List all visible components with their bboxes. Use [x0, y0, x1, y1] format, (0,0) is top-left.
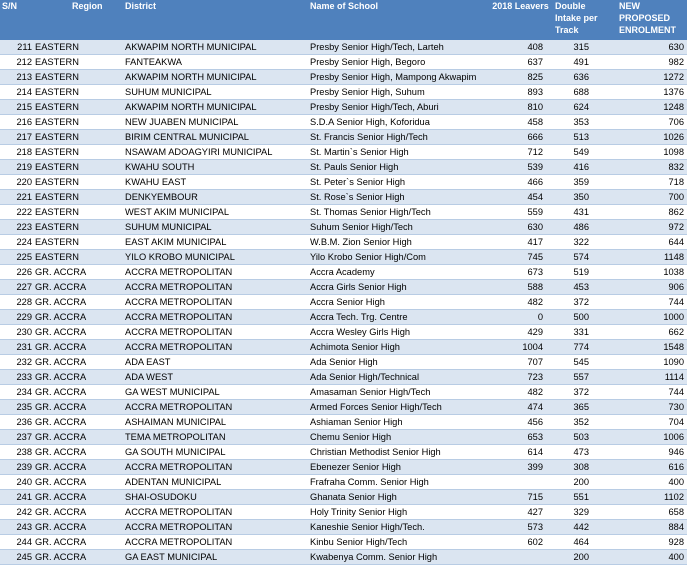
header-region: Region: [72, 1, 103, 11]
table-row: [0, 490, 687, 505]
cell-sn: 235: [0, 400, 35, 415]
cell-sn: 212: [0, 55, 35, 70]
table-row: [0, 130, 687, 145]
cell-double-intake: 624: [549, 100, 611, 115]
cell-district: ADENTAN MUNICIPAL: [117, 475, 310, 490]
cell-new-enrolment: 1006: [611, 430, 687, 445]
cell-region: EASTERN: [35, 40, 117, 55]
cell-school: Suhum Senior High/Tech: [310, 220, 492, 235]
cell-district: ASHAIMAN MUNICIPAL: [117, 415, 310, 430]
cell-double-intake: 416: [549, 160, 611, 175]
cell-sn: 224: [0, 235, 35, 250]
cell-sn: 220: [0, 175, 35, 190]
cell-leavers: 715: [492, 490, 549, 505]
cell-region: GR. ACCRA: [35, 280, 117, 295]
cell-district: ACCRA METROPOLITAN: [117, 310, 310, 325]
cell-double-intake: 513: [549, 130, 611, 145]
cell-region: GR. ACCRA: [35, 535, 117, 550]
cell-sn: 211: [0, 40, 35, 55]
cell-district: AKWAPIM NORTH MUNICIPAL: [117, 100, 310, 115]
cell-district: EAST AKIM MUNICIPAL: [117, 235, 310, 250]
cell-region: EASTERN: [35, 205, 117, 220]
cell-sn: 232: [0, 355, 35, 370]
cell-new-enrolment: 1038: [611, 265, 687, 280]
cell-leavers: 417: [492, 235, 549, 250]
cell-leavers: 712: [492, 145, 549, 160]
table-row: [0, 370, 687, 385]
cell-new-enrolment: 1090: [611, 355, 687, 370]
cell-district: BIRIM CENTRAL MUNICIPAL: [117, 130, 310, 145]
cell-leavers: 630: [492, 220, 549, 235]
table-row: [0, 475, 687, 490]
cell-district: ACCRA METROPOLITAN: [117, 325, 310, 340]
cell-district: YILO KROBO MUNICIPAL: [117, 250, 310, 265]
cell-double-intake: 486: [549, 220, 611, 235]
cell-district: AKWAPIM NORTH MUNICIPAL: [117, 70, 310, 85]
cell-leavers: 408: [492, 40, 549, 55]
table-row: [0, 70, 687, 85]
cell-school: Ashiaman Senior High: [310, 415, 492, 430]
cell-leavers: 399: [492, 460, 549, 475]
cell-sn: 216: [0, 115, 35, 130]
cell-leavers: 637: [492, 55, 549, 70]
cell-school: Accra Girls Senior High: [310, 280, 492, 295]
cell-new-enrolment: 718: [611, 175, 687, 190]
cell-double-intake: 557: [549, 370, 611, 385]
cell-leavers: 429: [492, 325, 549, 340]
cell-sn: 215: [0, 100, 35, 115]
table-row: [0, 235, 687, 250]
cell-double-intake: 549: [549, 145, 611, 160]
cell-sn: 213: [0, 70, 35, 85]
cell-new-enrolment: 706: [611, 115, 687, 130]
cell-school: St. Rose`s Senior High: [310, 190, 492, 205]
cell-new-enrolment: 1026: [611, 130, 687, 145]
table-row: [0, 190, 687, 205]
cell-sn: 229: [0, 310, 35, 325]
cell-new-enrolment: 400: [611, 550, 687, 565]
table-row: [0, 220, 687, 235]
cell-new-enrolment: 884: [611, 520, 687, 535]
cell-new-enrolment: 982: [611, 55, 687, 70]
cell-region: EASTERN: [35, 130, 117, 145]
cell-school: Accra Tech. Trg. Centre: [310, 310, 492, 325]
cell-double-intake: 353: [549, 115, 611, 130]
cell-leavers: 559: [492, 205, 549, 220]
table-row: [0, 325, 687, 340]
cell-district: GA SOUTH MUNICIPAL: [117, 445, 310, 460]
table-row: [0, 430, 687, 445]
cell-region: EASTERN: [35, 100, 117, 115]
cell-region: EASTERN: [35, 55, 117, 70]
cell-region: GR. ACCRA: [35, 340, 117, 355]
cell-school: Achimota Senior High: [310, 340, 492, 355]
cell-school: Accra Wesley Girls High: [310, 325, 492, 340]
cell-leavers: 0: [492, 310, 549, 325]
cell-sn: 233: [0, 370, 35, 385]
cell-district: ACCRA METROPOLITAN: [117, 280, 310, 295]
cell-leavers: [492, 550, 549, 565]
cell-double-intake: 200: [549, 475, 611, 490]
cell-school: Presby Senior High, Mampong Akwapim: [310, 70, 492, 85]
cell-leavers: [492, 475, 549, 490]
cell-new-enrolment: 630: [611, 40, 687, 55]
cell-new-enrolment: 1000: [611, 310, 687, 325]
cell-double-intake: 519: [549, 265, 611, 280]
cell-double-intake: 503: [549, 430, 611, 445]
cell-district: FANTEAKWA: [117, 55, 310, 70]
cell-new-enrolment: 1114: [611, 370, 687, 385]
table-row: [0, 205, 687, 220]
cell-leavers: 427: [492, 505, 549, 520]
cell-sn: 243: [0, 520, 35, 535]
cell-new-enrolment: 1548: [611, 340, 687, 355]
cell-school: Chemu Senior High: [310, 430, 492, 445]
table-row: [0, 445, 687, 460]
cell-school: St. Pauls Senior High: [310, 160, 492, 175]
cell-region: GR. ACCRA: [35, 385, 117, 400]
header-leavers: 2018 Leavers: [492, 1, 549, 11]
table-row: [0, 310, 687, 325]
cell-district: ACCRA METROPOLITAN: [117, 505, 310, 520]
cell-school: Amasaman Senior High/Tech: [310, 385, 492, 400]
cell-region: GR. ACCRA: [35, 295, 117, 310]
cell-district: ACCRA METROPOLITAN: [117, 535, 310, 550]
header-double-intake: Double Intake per Track: [555, 1, 598, 35]
cell-sn: 218: [0, 145, 35, 160]
header-district: District: [125, 1, 157, 11]
cell-double-intake: 464: [549, 535, 611, 550]
cell-double-intake: 500: [549, 310, 611, 325]
cell-double-intake: 329: [549, 505, 611, 520]
cell-school: St. Francis Senior High/Tech: [310, 130, 492, 145]
cell-school: Accra Academy: [310, 265, 492, 280]
table-header-row: [0, 0, 687, 40]
cell-district: ACCRA METROPOLITAN: [117, 460, 310, 475]
cell-sn: 244: [0, 535, 35, 550]
cell-sn: 237: [0, 430, 35, 445]
cell-region: GR. ACCRA: [35, 370, 117, 385]
cell-region: EASTERN: [35, 145, 117, 160]
cell-leavers: 673: [492, 265, 549, 280]
cell-new-enrolment: 400: [611, 475, 687, 490]
cell-school: Kwabenya Comm. Senior High: [310, 550, 492, 565]
cell-sn: 242: [0, 505, 35, 520]
cell-sn: 245: [0, 550, 35, 565]
cell-school: Presby Senior High, Begoro: [310, 55, 492, 70]
cell-school: Kaneshie Senior High/Tech.: [310, 520, 492, 535]
cell-school: Frafraha Comm. Senior High: [310, 475, 492, 490]
cell-school: Accra Senior High: [310, 295, 492, 310]
cell-region: GR. ACCRA: [35, 445, 117, 460]
cell-region: GR. ACCRA: [35, 355, 117, 370]
cell-double-intake: 331: [549, 325, 611, 340]
cell-sn: 225: [0, 250, 35, 265]
cell-school: Ghanata Senior High: [310, 490, 492, 505]
cell-district: SUHUM MUNICIPAL: [117, 85, 310, 100]
cell-region: EASTERN: [35, 175, 117, 190]
cell-leavers: 456: [492, 415, 549, 430]
cell-leavers: 1004: [492, 340, 549, 355]
table-row: [0, 265, 687, 280]
cell-school: St. Thomas Senior High/Tech: [310, 205, 492, 220]
cell-double-intake: 473: [549, 445, 611, 460]
cell-region: GR. ACCRA: [35, 505, 117, 520]
cell-district: ADA WEST: [117, 370, 310, 385]
cell-school: Christian Methodist Senior High: [310, 445, 492, 460]
cell-double-intake: 350: [549, 190, 611, 205]
cell-leavers: 825: [492, 70, 549, 85]
cell-sn: 241: [0, 490, 35, 505]
table-row: [0, 115, 687, 130]
cell-leavers: 707: [492, 355, 549, 370]
cell-district: AKWAPIM NORTH MUNICIPAL: [117, 40, 310, 55]
cell-new-enrolment: 1102: [611, 490, 687, 505]
cell-double-intake: 315: [549, 40, 611, 55]
cell-district: ACCRA METROPOLITAN: [117, 520, 310, 535]
table-row: [0, 160, 687, 175]
table-row: [0, 295, 687, 310]
cell-school: Presby Senior High/Tech, Aburi: [310, 100, 492, 115]
cell-sn: 228: [0, 295, 35, 310]
cell-new-enrolment: 744: [611, 295, 687, 310]
cell-school: Holy Trinity Senior High: [310, 505, 492, 520]
cell-double-intake: 372: [549, 385, 611, 400]
cell-region: EASTERN: [35, 190, 117, 205]
cell-new-enrolment: 1148: [611, 250, 687, 265]
cell-leavers: 474: [492, 400, 549, 415]
cell-sn: 221: [0, 190, 35, 205]
table-row: [0, 250, 687, 265]
cell-region: GR. ACCRA: [35, 415, 117, 430]
cell-new-enrolment: 832: [611, 160, 687, 175]
cell-region: GR. ACCRA: [35, 430, 117, 445]
table-row: [0, 280, 687, 295]
cell-district: ACCRA METROPOLITAN: [117, 295, 310, 310]
cell-school: Yilo Krobo Senior High/Com: [310, 250, 492, 265]
cell-leavers: 573: [492, 520, 549, 535]
cell-region: GR. ACCRA: [35, 310, 117, 325]
cell-sn: 219: [0, 160, 35, 175]
cell-double-intake: 372: [549, 295, 611, 310]
cell-region: GR. ACCRA: [35, 460, 117, 475]
table-row: [0, 355, 687, 370]
cell-region: EASTERN: [35, 70, 117, 85]
cell-sn: 238: [0, 445, 35, 460]
cell-double-intake: 322: [549, 235, 611, 250]
cell-double-intake: 636: [549, 70, 611, 85]
cell-double-intake: 453: [549, 280, 611, 295]
cell-leavers: 723: [492, 370, 549, 385]
cell-school: W.B.M. Zion Senior High: [310, 235, 492, 250]
cell-leavers: 810: [492, 100, 549, 115]
cell-sn: 236: [0, 415, 35, 430]
cell-double-intake: 200: [549, 550, 611, 565]
cell-new-enrolment: 946: [611, 445, 687, 460]
cell-school: Ada Senior High/Technical: [310, 370, 492, 385]
cell-double-intake: 359: [549, 175, 611, 190]
cell-region: GR. ACCRA: [35, 520, 117, 535]
cell-school: St. Peter`s Senior High: [310, 175, 492, 190]
cell-district: DENKYEMBOUR: [117, 190, 310, 205]
cell-region: GR. ACCRA: [35, 490, 117, 505]
table-row: [0, 40, 687, 55]
table-row: [0, 100, 687, 115]
cell-district: GA EAST MUNICIPAL: [117, 550, 310, 565]
cell-double-intake: 352: [549, 415, 611, 430]
table-row: [0, 415, 687, 430]
cell-region: EASTERN: [35, 160, 117, 175]
cell-school: S.D.A Senior High, Koforidua: [310, 115, 492, 130]
cell-district: ACCRA METROPOLITAN: [117, 400, 310, 415]
cell-new-enrolment: 730: [611, 400, 687, 415]
cell-new-enrolment: 744: [611, 385, 687, 400]
table-row: [0, 535, 687, 550]
cell-district: TEMA METROPOLITAN: [117, 430, 310, 445]
cell-region: EASTERN: [35, 115, 117, 130]
cell-region: EASTERN: [35, 250, 117, 265]
table-row: [0, 550, 687, 565]
cell-leavers: 454: [492, 190, 549, 205]
table-row: [0, 175, 687, 190]
cell-district: SUHUM MUNICIPAL: [117, 220, 310, 235]
cell-school: Presby Senior High, Suhum: [310, 85, 492, 100]
table-row: [0, 145, 687, 160]
table-row: [0, 55, 687, 70]
cell-sn: 231: [0, 340, 35, 355]
cell-double-intake: 491: [549, 55, 611, 70]
cell-region: GR. ACCRA: [35, 325, 117, 340]
cell-leavers: 588: [492, 280, 549, 295]
cell-region: GR. ACCRA: [35, 265, 117, 280]
cell-new-enrolment: 662: [611, 325, 687, 340]
cell-school: Ada Senior High: [310, 355, 492, 370]
cell-sn: 227: [0, 280, 35, 295]
cell-new-enrolment: 704: [611, 415, 687, 430]
cell-sn: 240: [0, 475, 35, 490]
cell-new-enrolment: 616: [611, 460, 687, 475]
cell-new-enrolment: 928: [611, 535, 687, 550]
cell-region: EASTERN: [35, 235, 117, 250]
cell-double-intake: 308: [549, 460, 611, 475]
table-row: [0, 505, 687, 520]
cell-new-enrolment: 658: [611, 505, 687, 520]
cell-sn: 214: [0, 85, 35, 100]
cell-new-enrolment: 1248: [611, 100, 687, 115]
cell-new-enrolment: 972: [611, 220, 687, 235]
cell-region: EASTERN: [35, 85, 117, 100]
cell-school: Kinbu Senior High/Tech: [310, 535, 492, 550]
cell-leavers: 666: [492, 130, 549, 145]
header-sn: S/N: [2, 1, 18, 11]
cell-new-enrolment: 644: [611, 235, 687, 250]
table-row: [0, 340, 687, 355]
cell-school: Ebenezer Senior High: [310, 460, 492, 475]
cell-district: ADA EAST: [117, 355, 310, 370]
cell-leavers: 466: [492, 175, 549, 190]
table-body: [0, 40, 687, 565]
cell-sn: 223: [0, 220, 35, 235]
cell-district: ACCRA METROPOLITAN: [117, 265, 310, 280]
cell-sn: 222: [0, 205, 35, 220]
cell-leavers: 745: [492, 250, 549, 265]
cell-leavers: 602: [492, 535, 549, 550]
cell-double-intake: 574: [549, 250, 611, 265]
cell-sn: 239: [0, 460, 35, 475]
cell-district: NEW JUABEN MUNICIPAL: [117, 115, 310, 130]
cell-sn: 217: [0, 130, 35, 145]
cell-new-enrolment: 1272: [611, 70, 687, 85]
cell-new-enrolment: 862: [611, 205, 687, 220]
cell-region: EASTERN: [35, 220, 117, 235]
cell-new-enrolment: 700: [611, 190, 687, 205]
cell-sn: 226: [0, 265, 35, 280]
cell-new-enrolment: 906: [611, 280, 687, 295]
cell-double-intake: 442: [549, 520, 611, 535]
cell-new-enrolment: 1376: [611, 85, 687, 100]
cell-double-intake: 365: [549, 400, 611, 415]
cell-double-intake: 688: [549, 85, 611, 100]
header-new-enrolment: NEW PROPOSED ENROLMENT: [619, 1, 676, 35]
cell-district: WEST AKIM MUNICIPAL: [117, 205, 310, 220]
table-row: [0, 460, 687, 475]
cell-leavers: 539: [492, 160, 549, 175]
cell-school: St. Martin`s Senior High: [310, 145, 492, 160]
cell-district: KWAHU SOUTH: [117, 160, 310, 175]
header-school: Name of School: [310, 1, 379, 11]
table-row: [0, 85, 687, 100]
cell-leavers: 482: [492, 295, 549, 310]
cell-leavers: 893: [492, 85, 549, 100]
cell-school: Presby Senior High/Tech, Larteh: [310, 40, 492, 55]
cell-leavers: 614: [492, 445, 549, 460]
cell-region: GR. ACCRA: [35, 400, 117, 415]
cell-leavers: 482: [492, 385, 549, 400]
cell-double-intake: 774: [549, 340, 611, 355]
cell-region: GR. ACCRA: [35, 475, 117, 490]
cell-district: GA WEST MUNICIPAL: [117, 385, 310, 400]
cell-double-intake: 551: [549, 490, 611, 505]
cell-leavers: 653: [492, 430, 549, 445]
cell-district: SHAI-OSUDOKU: [117, 490, 310, 505]
table-row: [0, 400, 687, 415]
cell-sn: 230: [0, 325, 35, 340]
cell-school: Armed Forces Senior High/Tech: [310, 400, 492, 415]
cell-sn: 234: [0, 385, 35, 400]
cell-leavers: 458: [492, 115, 549, 130]
cell-region: GR. ACCRA: [35, 550, 117, 565]
cell-new-enrolment: 1098: [611, 145, 687, 160]
cell-double-intake: 431: [549, 205, 611, 220]
cell-district: NSAWAM ADOAGYIRI MUNICIPAL: [117, 145, 310, 160]
cell-district: KWAHU EAST: [117, 175, 310, 190]
table-row: [0, 520, 687, 535]
table-row: [0, 385, 687, 400]
cell-double-intake: 545: [549, 355, 611, 370]
cell-district: ACCRA METROPOLITAN: [117, 340, 310, 355]
